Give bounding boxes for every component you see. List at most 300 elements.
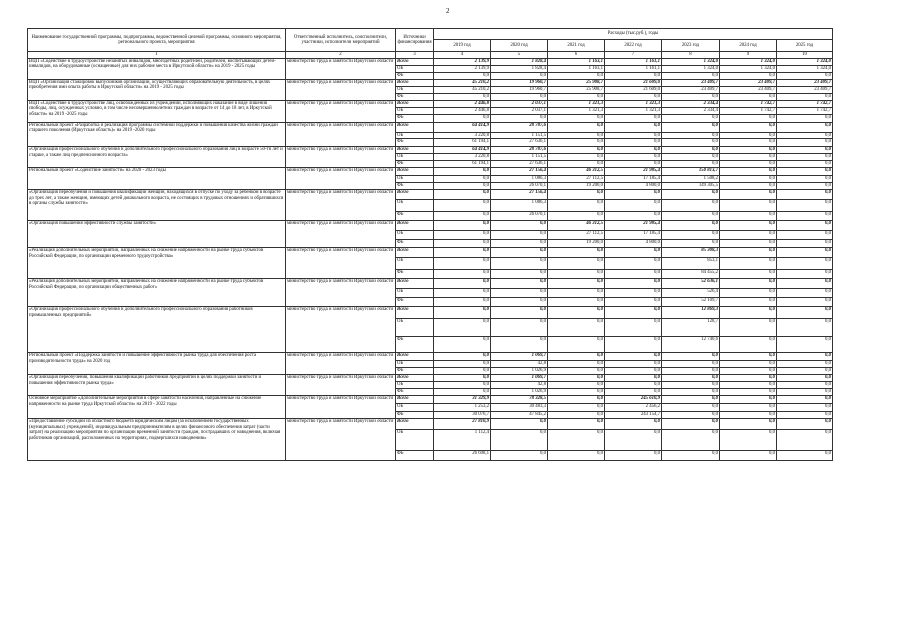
expense-value: 1 086,3	[491, 200, 548, 212]
expense-value: 0,0	[720, 183, 777, 190]
executor: министерство труда и занятости Иркутской области	[286, 80, 396, 101]
funding-source: Всего	[396, 353, 434, 361]
expense-value: 0,0	[777, 147, 833, 154]
table-row	[28, 80, 890, 87]
expense-value: 0,0	[548, 139, 605, 147]
expense-value: 0,0	[777, 139, 833, 147]
expense-value: 26 698,1	[434, 451, 491, 461]
expense-value: 0,0	[548, 307, 605, 319]
expense-value: 0,0	[548, 382, 605, 389]
expense-value: 0,0	[434, 190, 491, 200]
funding-source: ФБ	[396, 368, 434, 375]
expense-value: 0,0	[777, 396, 833, 404]
expense-value: 28 787,6	[491, 147, 548, 154]
expense-value: 0,0	[720, 139, 777, 147]
expense-value: 0,0	[548, 337, 605, 353]
executor: министерство труда и занятости Иркутской области	[286, 168, 396, 190]
expense-value: 0,0	[720, 240, 777, 248]
expense-value: 1 828,4	[491, 66, 548, 73]
expense-value: 0,0	[720, 94, 777, 101]
expense-value: 0,0	[605, 248, 662, 258]
expense-value: 25 908,7	[548, 87, 605, 94]
expense-value: 0,0	[605, 337, 662, 353]
expense-value: 1 742,7	[720, 101, 777, 108]
funding-source: ОБ	[396, 200, 434, 212]
expense-value: 0,0	[720, 190, 777, 200]
funding-source: Всего	[396, 80, 434, 87]
expense-value: 84 455,2	[662, 270, 720, 279]
expense-value: 0,0	[491, 115, 548, 123]
expense-value: 21 609,0	[605, 87, 662, 94]
funding-source: ФБ	[396, 183, 434, 190]
funding-source: Всего	[396, 59, 434, 66]
expense-value: 64 414,9	[434, 123, 491, 133]
expense-value: 30 483,3	[491, 404, 548, 412]
expense-value: 0,0	[434, 353, 491, 361]
expense-value: 0,0	[434, 307, 491, 319]
expense-value: 150 813,7	[662, 168, 720, 176]
expense-value: 0,0	[605, 123, 662, 133]
expense-value: 0,0	[777, 270, 833, 279]
expense-value: 1 324,0	[720, 59, 777, 66]
expense-value: 0,0	[434, 231, 491, 240]
program-name: «Организация переобучения, повышения квалификации работников предприятий в целях поддержки занятости и повышения эффективности рынка труда»	[28, 375, 286, 396]
header-column-number: 8	[662, 52, 720, 59]
expense-value: 0,0	[605, 368, 662, 375]
expense-value: 0,0	[491, 279, 548, 289]
executor: министерство труда и занятости Иркутской области	[286, 123, 396, 147]
expense-value: 0,0	[605, 258, 662, 270]
funding-source: Всего	[396, 190, 434, 200]
expense-value: 245 610,9	[605, 396, 662, 404]
expense-value: 64 414,9	[434, 147, 491, 154]
expense-value: 17 185,4	[605, 231, 662, 240]
expense-value: 0,0	[434, 382, 491, 389]
funding-source: ОБ	[396, 87, 434, 94]
expense-value: 0,0	[662, 404, 720, 412]
expense-value: 0,0	[605, 115, 662, 123]
expense-value: 0,0	[720, 73, 777, 80]
expense-value: 0,0	[720, 368, 777, 375]
expense-value: 0,0	[720, 147, 777, 154]
expense-value: 0,0	[777, 451, 833, 461]
expense-value: 4 800,0	[605, 183, 662, 190]
header-year: 2023 год	[662, 40, 720, 52]
expense-value: 0,0	[548, 248, 605, 258]
expense-value: 0,0	[777, 307, 833, 319]
expense-value: 0,0	[434, 289, 491, 298]
expense-value: 0,0	[720, 382, 777, 389]
expense-value: 0,0	[605, 419, 662, 430]
expense-value: 0,0	[720, 361, 777, 368]
expense-value: 0,0	[662, 123, 720, 133]
funding-source: ФБ	[396, 115, 434, 123]
expense-value: 0,0	[434, 389, 491, 396]
expense-value: 1 321,3	[548, 101, 605, 108]
expense-value: 0,0	[605, 147, 662, 154]
expense-value: 0,0	[605, 190, 662, 200]
header-column-number: 6	[548, 52, 605, 59]
expense-value: 0,0	[491, 337, 548, 353]
funding-source: ФБ	[396, 161, 434, 168]
expense-value: 1 828,4	[491, 59, 548, 66]
expense-value: 0,0	[777, 361, 833, 368]
expense-value: 0,0	[548, 279, 605, 289]
expense-value: 0,0	[548, 115, 605, 123]
expense-value: 0,0	[491, 258, 548, 270]
expense-value: 0,0	[777, 248, 833, 258]
expense-value: 0,0	[548, 73, 605, 80]
expense-value: 0,0	[605, 361, 662, 368]
expense-value: 0,0	[548, 270, 605, 279]
expense-value: 28 787,6	[491, 123, 548, 133]
executor: министерство труда и занятости Иркутской области	[286, 221, 396, 248]
funding-source: ФБ	[396, 73, 434, 80]
expense-value: 2 139,9	[434, 59, 491, 66]
expense-value: 0,0	[662, 368, 720, 375]
funding-source: ФБ	[396, 389, 434, 396]
expense-value: 0,0	[777, 258, 833, 270]
expense-value: 42,8	[491, 361, 548, 368]
expense-value: 0,0	[720, 133, 777, 139]
expense-value: 23 409,7	[662, 87, 720, 94]
expense-value: 0,0	[491, 430, 548, 451]
expense-value: 0,0	[720, 430, 777, 451]
expense-value: 0,0	[662, 382, 720, 389]
funding-source: Всего	[396, 123, 434, 133]
expense-value: 0,0	[777, 430, 833, 451]
header-column-number: 4	[434, 52, 491, 59]
expense-value: 0,0	[662, 212, 720, 221]
expense-value: 0,0	[777, 200, 833, 212]
expense-value: 0,0	[548, 94, 605, 101]
funding-source: ОБ	[396, 66, 434, 73]
executor: министерство труда и занятости Иркутской области	[286, 353, 396, 375]
header-column-number: 9	[720, 52, 777, 59]
expense-value: 25 908,7	[548, 80, 605, 87]
expense-value: 52 109,7	[662, 298, 720, 307]
expense-value: 23 409,7	[720, 87, 777, 94]
expense-value: 0,0	[605, 139, 662, 147]
expense-value: 21 985,4	[605, 168, 662, 176]
program-name: Основное мероприятие «Дополнительные мероприятия в сфере занятости населения, направленные на снижение напряженности на рынке труда Иркутской области» на 2019 - 2022 годы	[28, 396, 286, 419]
expense-value: 0,0	[548, 412, 605, 419]
expense-value: 0,0	[662, 231, 720, 240]
expense-value: 0,0	[548, 154, 605, 161]
expense-value: 1 069,7	[491, 353, 548, 361]
funding-source: ФБ	[396, 139, 434, 147]
executor: министерство труда и занятости Иркутской области	[286, 190, 396, 221]
expense-value: 0,0	[662, 240, 720, 248]
table-row	[28, 419, 890, 430]
expense-value: 0,0	[777, 133, 833, 139]
expense-value: 19 200,0	[548, 240, 605, 248]
expense-value: 27 636,1	[491, 139, 548, 147]
funding-source: Всего	[396, 396, 434, 404]
expense-value: 3 220,8	[434, 154, 491, 161]
expense-value: 45 210,2	[434, 87, 491, 94]
funding-source: ОБ	[396, 258, 434, 270]
expense-value: 0,0	[662, 430, 720, 451]
expense-value: 0,0	[777, 353, 833, 361]
expense-value: 0,0	[777, 319, 833, 337]
expense-value: 243 154,7	[605, 412, 662, 419]
expense-value: 0,0	[662, 375, 720, 382]
header-column-number: 10	[777, 52, 833, 59]
expense-value: 0,0	[605, 382, 662, 389]
expense-value: 1 112,4	[434, 430, 491, 451]
expense-value: 0,0	[662, 133, 720, 139]
expense-value: 0,0	[777, 115, 833, 123]
table-row	[28, 59, 890, 66]
funding-source: ФБ	[396, 270, 434, 279]
funding-source: Всего	[396, 221, 434, 231]
expense-value: 0,0	[662, 190, 720, 200]
expense-value: 0,0	[777, 240, 833, 248]
expense-value: 0,0	[434, 168, 491, 176]
expense-value: 1 321,3	[605, 101, 662, 108]
expense-value: 0,0	[548, 161, 605, 168]
program-name: Региональный проект «Разработка и реализация программы системной поддержки и повышения качества жизни граждан старшего поколения (Иркутская область)» на 2019 -2020 годы	[28, 123, 286, 147]
header-expenses: Расходы (тыс.руб.), годы	[434, 29, 833, 40]
table-row	[28, 221, 890, 231]
expense-value: 1 742,7	[777, 108, 833, 115]
expense-value: 0,0	[548, 289, 605, 298]
expense-value: 0,0	[720, 396, 777, 404]
expense-value: 0,0	[434, 375, 491, 382]
expense-value: 0,0	[720, 451, 777, 461]
executor: министерство труда и занятости Иркутской области	[286, 147, 396, 168]
header-column-number: 5	[491, 52, 548, 59]
expense-value: 2 334,4	[662, 108, 720, 115]
expense-value: 0,0	[777, 404, 833, 412]
expense-value: 0,0	[777, 212, 833, 221]
header-column-number: 2	[286, 52, 396, 59]
expense-value: 1 324,0	[662, 59, 720, 66]
expense-value: 1 742,7	[720, 108, 777, 115]
expense-value: 0,0	[434, 73, 491, 80]
funding-source: ОБ	[396, 289, 434, 298]
expense-value: 853,1	[662, 258, 720, 270]
expense-value: 78 328,5	[491, 396, 548, 404]
expense-value: 0,0	[720, 375, 777, 382]
expense-value: 0,0	[777, 221, 833, 231]
expense-value: 0,0	[777, 190, 833, 200]
expense-value: 0,0	[777, 279, 833, 289]
expense-value: 0,0	[548, 190, 605, 200]
expense-value: 0,0	[491, 221, 548, 231]
funding-source: ОБ	[396, 231, 434, 240]
expense-value: 21 985,4	[605, 221, 662, 231]
table-row	[28, 168, 890, 176]
program-name: Региональный проект «Поддержка занятости и повышение эффективности рынка труда для обеспечения роста производительности труда» на 2020 год	[28, 353, 286, 375]
expense-value: 0,0	[777, 337, 833, 353]
expense-value: 4 800,0	[605, 240, 662, 248]
expense-value: 0,0	[548, 375, 605, 382]
funding-source: Всего	[396, 101, 434, 108]
expense-value: 0,0	[548, 147, 605, 154]
expense-value: 0,0	[491, 240, 548, 248]
funding-source: ОБ	[396, 382, 434, 389]
expense-value: 19 960,7	[491, 80, 548, 87]
expense-value: 0,0	[491, 451, 548, 461]
expense-value: 1 324,0	[720, 66, 777, 73]
expense-value: 0,0	[548, 212, 605, 221]
expense-value: 0,0	[434, 337, 491, 353]
expense-value: 0,0	[434, 368, 491, 375]
expense-value: 0,0	[720, 412, 777, 419]
expense-value: 0,0	[548, 298, 605, 307]
expense-value: 0,0	[605, 298, 662, 307]
expense-value: 0,0	[605, 200, 662, 212]
page-number: 2	[446, 7, 450, 15]
expense-value: 12 869,3	[662, 307, 720, 319]
expense-value: 1 324,0	[777, 66, 833, 73]
expense-value: 0,0	[605, 289, 662, 298]
expense-value: 2 446,8	[434, 108, 491, 115]
table-row	[28, 279, 890, 289]
expense-value: 0,0	[434, 319, 491, 337]
expense-value: 0,0	[777, 412, 833, 419]
expense-value: 1 163,1	[548, 59, 605, 66]
expense-value: 2 456,2	[605, 404, 662, 412]
expense-value: 0,0	[605, 94, 662, 101]
expense-value: 0,0	[491, 298, 548, 307]
expense-value: 0,0	[548, 133, 605, 139]
expense-value: 27 156,4	[491, 190, 548, 200]
expense-value: 0,0	[777, 368, 833, 375]
expense-value: 0,0	[548, 258, 605, 270]
expense-value: 46 312,5	[548, 221, 605, 231]
expense-value: 0,0	[491, 231, 548, 240]
expense-value: 0,0	[720, 248, 777, 258]
table-row	[28, 375, 890, 382]
program-name: ВЦП «Организация стажировок выпускников организаций, осуществляющих образовательную деятельность, в целях приобретения ими опыта работы в Иркутской области» на 2019 - 2025 годы	[28, 80, 286, 101]
expense-value: 0,0	[434, 279, 491, 289]
expense-value: 526,4	[662, 289, 720, 298]
expense-value: 0,0	[605, 307, 662, 319]
funding-source: ОБ	[396, 176, 434, 183]
expense-value: 0,0	[777, 183, 833, 190]
expense-value: 1 151,5	[491, 154, 548, 161]
expense-value: 0,0	[720, 258, 777, 270]
expense-value: 0,0	[491, 270, 548, 279]
funding-source: Всего	[396, 147, 434, 154]
expense-value: 23 409,7	[777, 80, 833, 87]
expense-value: 45 210,2	[434, 80, 491, 87]
funding-source: Всего	[396, 248, 434, 258]
executor: министерство труда и занятости Иркутской области	[286, 375, 396, 396]
expense-value: 27 112,5	[548, 176, 605, 183]
expense-value: 1 253,2	[434, 404, 491, 412]
expense-value: 0,0	[548, 353, 605, 361]
expense-value: 0,0	[605, 451, 662, 461]
expense-value: 0,0	[491, 307, 548, 319]
expense-value: 0,0	[605, 279, 662, 289]
expense-value: 27 112,5	[548, 231, 605, 240]
expense-value: 0,0	[720, 319, 777, 337]
expense-value: 0,0	[662, 94, 720, 101]
funding-source: ОБ	[396, 154, 434, 161]
program-name: «Организация профессионального обучения и дополнительного профессионального образования лиц в возрасте 50-ти лет и старше, а также лиц предпенсионного возраста»	[28, 147, 286, 168]
expense-value: 1 151,5	[491, 133, 548, 139]
expense-value: 0,0	[548, 361, 605, 368]
expense-value: 23 409,7	[720, 80, 777, 87]
expense-value: 0,0	[662, 73, 720, 80]
expense-value: 61 194,1	[434, 161, 491, 168]
expense-value: 2 446,8	[434, 101, 491, 108]
program-name: «Предоставление субсидий из областного бюджета юридическим лицам (за исключением государственных (муниципальных) учреждений), индивидуальным предпринимателям в целях финансового обеспечения затрат (части затрат) на реализацию мероприятия по организации временной занятости граждан, пострадавших от наводнения, включая работников организаций, расположенных на территориях, подвергшихся наводнению»	[28, 419, 286, 461]
program-name: ВЦП «Содействие в трудоустройстве незанятых инвалидов, многодетных родителей, родителей, воспитывающих детей-инвалидов, на оборудованные (оснащенные) для них рабочие места в Иркутской области» на 2019 - 2025 годы	[28, 59, 286, 80]
header-source: Источники финансирования	[396, 29, 434, 52]
expense-value: 23 409,7	[662, 80, 720, 87]
table-row	[28, 396, 890, 404]
expense-value: 0,0	[548, 451, 605, 461]
expense-value: 0,0	[434, 240, 491, 248]
expense-value: 0,0	[548, 123, 605, 133]
expense-value: 1 321,3	[605, 108, 662, 115]
expense-value: 2 037,1	[491, 101, 548, 108]
expense-value: 0,0	[720, 154, 777, 161]
expense-value: 27 156,4	[491, 168, 548, 176]
expense-value: 47 845,2	[491, 412, 548, 419]
expense-value: 0,0	[662, 139, 720, 147]
expense-value: 52 636,1	[662, 279, 720, 289]
program-name: «Организация профессионального обучения и дополнительного профессионального образования работников промышленных предприятий»	[28, 307, 286, 353]
table-row	[28, 101, 890, 108]
expense-value: 0,0	[434, 176, 491, 183]
expense-value: 0,0	[491, 248, 548, 258]
expense-value: 0,0	[777, 161, 833, 168]
expense-value: 0,0	[777, 168, 833, 176]
expense-value: 30 076,7	[434, 412, 491, 419]
funding-source: ОБ	[396, 430, 434, 451]
header-year: 2021 год	[548, 40, 605, 52]
expense-value: 0,0	[434, 212, 491, 221]
funding-source: ОБ	[396, 108, 434, 115]
expense-value: 128,7	[662, 319, 720, 337]
expense-value: 0,0	[605, 430, 662, 451]
expense-value: 0,0	[662, 419, 720, 430]
expense-value: 0,0	[434, 200, 491, 212]
expense-value: 27 810,9	[434, 419, 491, 430]
expense-value: 0,0	[777, 176, 833, 183]
header-column-number: 7	[605, 52, 662, 59]
expense-value: 0,0	[720, 419, 777, 430]
expense-value: 0,0	[720, 161, 777, 168]
funding-source: ФБ	[396, 451, 434, 461]
expense-value: 0,0	[662, 221, 720, 231]
expense-value: 1 321,3	[548, 108, 605, 115]
expense-value: 0,0	[434, 258, 491, 270]
expense-value: 1 324,0	[777, 59, 833, 66]
expense-value: 26 070,1	[491, 212, 548, 221]
program-name: ВЦП «Содействие в трудоустройстве лиц, освобожденных из учреждений, исполняющих наказание в виде лишения свободы, лиц, осужденных условно, в том числе несовершеннолетних граждан в возрасте от 14 до 18 лет, в Иркутской области» на 2019 -2025 годы	[28, 101, 286, 123]
expense-value: 0,0	[662, 412, 720, 419]
expense-value: 0,0	[777, 419, 833, 430]
expense-value: 0,0	[720, 176, 777, 183]
executor: министерство труда и занятости Иркутской области	[286, 59, 396, 80]
expense-value: 19 960,7	[491, 87, 548, 94]
expense-value: 0,0	[777, 73, 833, 80]
expense-value: 0,0	[434, 361, 491, 368]
expense-value: 0,0	[548, 396, 605, 404]
expense-value: 0,0	[720, 231, 777, 240]
expense-value: 0,0	[548, 430, 605, 451]
expense-value: 0,0	[720, 212, 777, 221]
expense-value: 3 220,8	[434, 133, 491, 139]
expense-value: 0,0	[662, 353, 720, 361]
